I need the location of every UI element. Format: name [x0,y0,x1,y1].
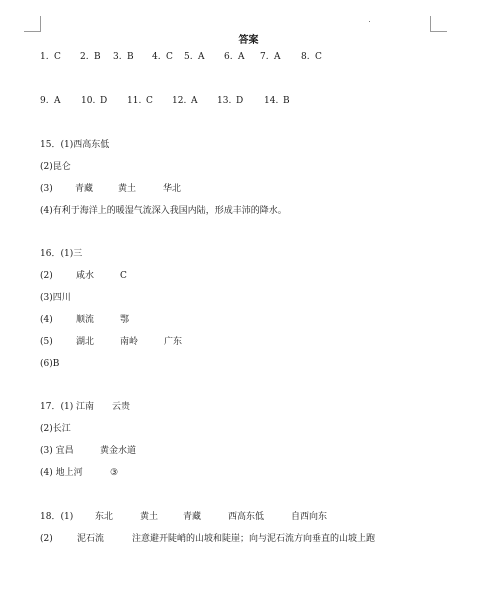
crop-mark-top-left-vertical [40,16,41,32]
mc-answer: A [274,52,281,62]
q16-line-4 [40,314,240,326]
answer-text: 18．(1) [40,512,74,522]
mc-answer: A [191,96,198,106]
speck [369,21,370,22]
answer-text: 黄土 [140,512,159,522]
crop-mark-top-right-vertical [430,16,431,32]
mc-num: 4. [152,52,161,62]
mc-answer: C [315,52,322,62]
answer-text: 黄土 [118,184,137,194]
answer-text: 湖北 [76,337,95,347]
mc-num: 5. [184,52,193,62]
answer-text: 黄金水道 [100,446,137,456]
answer-text: 17．(1) 江南 [40,402,95,412]
part-label: (4) [40,315,53,325]
part-label: (3) [40,184,53,194]
page-title: 答案 [238,35,259,46]
answer-text: 顺流 [76,315,95,325]
mc-answer: B [127,52,134,62]
mc-num: 7. [260,52,269,62]
q16-line-3: (3)四川 [40,293,71,303]
mc-num: 8. [301,52,310,62]
mc-num: 11. [127,96,142,106]
answer-text: (4) 地上河 [40,468,83,478]
answer-text: 泥石流 [77,534,105,544]
mc-num: 10. [81,96,96,106]
mc-num: 13. [217,96,232,106]
answer-text: (3) 宜昌 [40,446,74,456]
answer-text: 东北 [95,512,114,522]
part-label: (5) [40,337,53,347]
mc-answer: C [166,52,173,62]
q17-line-2: (2)长江 [40,424,71,434]
mc-num: 1. [40,52,49,62]
mc-answer: B [283,96,290,106]
q17-line-4 [40,467,240,479]
answer-text: C [120,271,127,281]
q17-line-1 [40,401,240,413]
mc-answer: C [54,52,61,62]
mc-answer: D [100,96,108,106]
answer-text: 咸水 [76,271,95,281]
answer-text: 云贵 [112,402,131,412]
q16-line-6: (6)B [40,359,60,369]
answer-text: 广东 [164,337,183,347]
q15-line-4: (4)有利于海洋上的暖湿气流深入我国内陆，形成丰沛的降水。 [40,206,287,216]
mc-answer: A [198,52,205,62]
answer-text: 注意避开陡峭的山坡和陡崖；向与泥石流方向垂直的山坡上跑 [132,534,376,544]
mc-num: 2. [80,52,89,62]
mc-num: 9. [40,96,49,106]
mc-answer: C [146,96,153,106]
answer-text: 南岭 [120,337,139,347]
q15-line-3 [40,183,240,195]
q15-line-1: 15．(1)西高东低 [40,140,110,150]
mc-num: 6. [224,52,233,62]
mc-row-2 [40,95,340,107]
mc-answer: B [94,52,101,62]
mc-num: 12. [172,96,187,106]
q18-line-1 [40,511,340,523]
part-label: (2) [40,271,53,281]
answer-text: 鄂 [120,315,130,325]
answer-text: ③ [110,468,119,478]
answer-text: 青藏 [75,184,94,194]
q17-line-3 [40,445,240,457]
q15-line-2: (2)昆仑 [40,162,71,172]
mc-row-1 [40,51,340,63]
mc-answer: D [236,96,244,106]
answer-text: 自西向东 [291,512,328,522]
q18-line-2 [40,533,460,545]
mc-num: 3. [113,52,122,62]
q16-line-5 [40,336,240,348]
q16-line-1: 16．(1)三 [40,249,83,259]
answer-text: 华北 [163,184,182,194]
answer-text: 青藏 [183,512,202,522]
answer-text: 西高东低 [228,512,265,522]
q16-line-2 [40,270,240,282]
part-label: (2) [40,534,53,544]
mc-answer: A [238,52,245,62]
mc-num: 14. [264,96,279,106]
mc-answer: A [54,96,61,106]
